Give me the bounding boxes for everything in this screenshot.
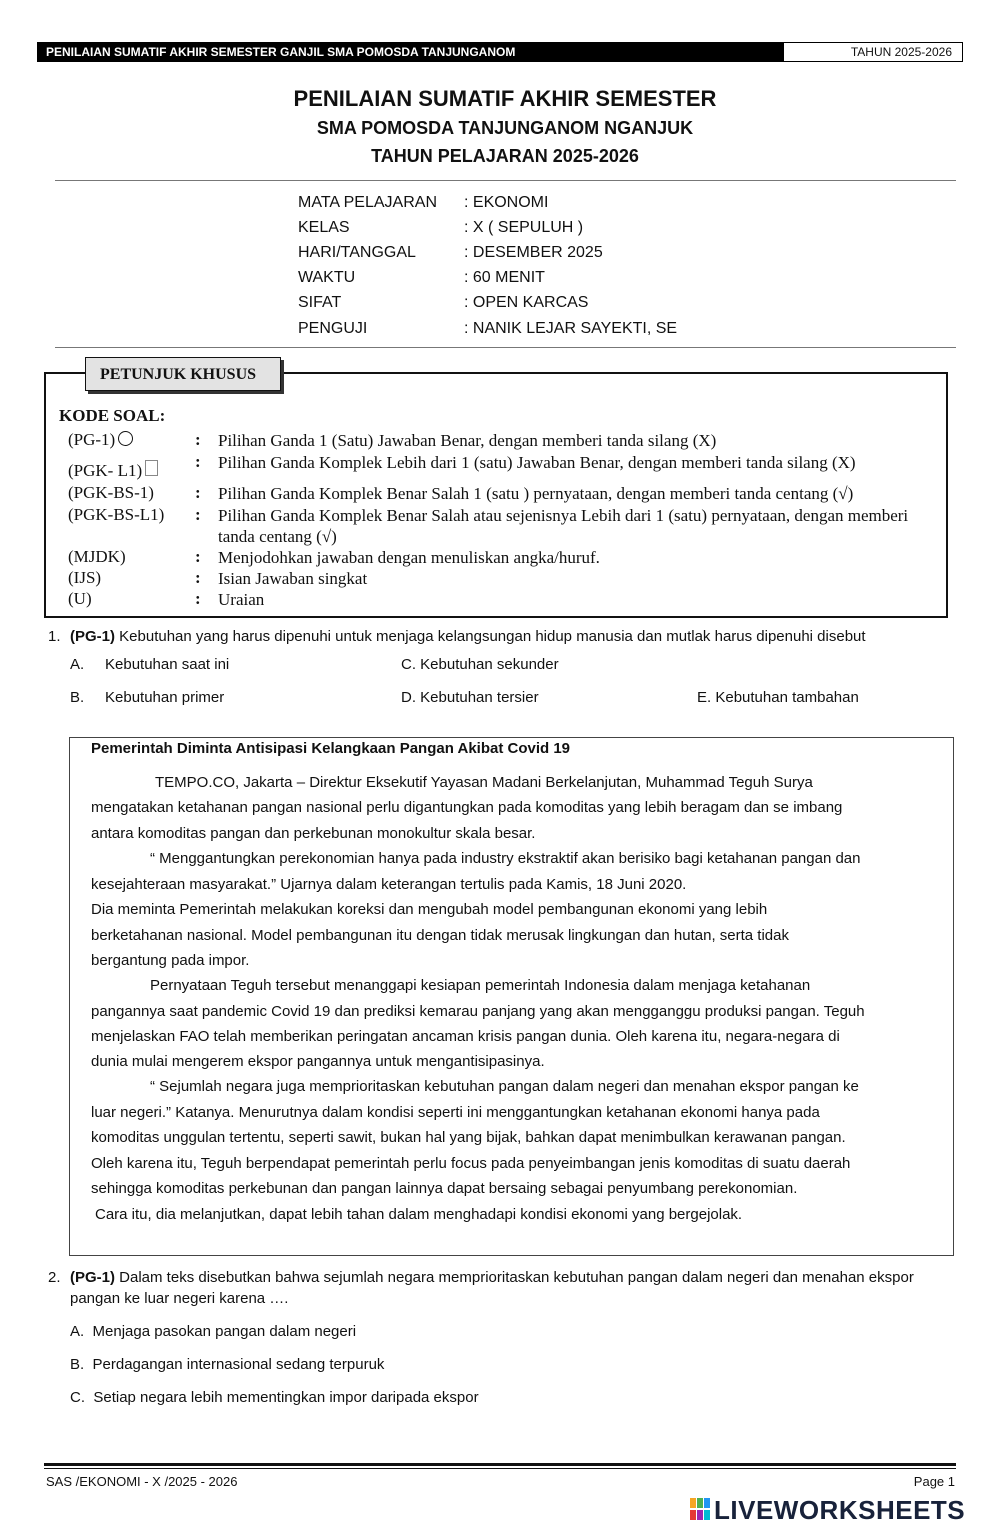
info-value: : 60 MENIT [464,269,545,286]
kode-desc: Menjodohkan jawaban dengan menuliskan angka/huruf. [218,548,600,567]
kode-colon: : [195,505,201,524]
article-line: menjelaskan FAO telah memberikan peringatan ancaman krisis pangan dunia. Oleh karena itu, negara-negara di [91,1028,840,1045]
footer-rule [44,1463,956,1466]
option-text: Kebutuhan saat ini [105,656,230,673]
option-letter: B. [70,689,85,706]
question-tag: (PG-1) [70,628,115,645]
kode-code: (PGK-BS-1) [68,483,154,502]
question-tag: (PG-1) [70,1269,115,1286]
article-line: Pernyataan Teguh tersebut menanggapi kesiapan pemerintah Indonesia dalam menjaga ketahanan [150,977,811,994]
info-label: KELAS [298,219,350,236]
kode-colon: : [195,430,201,449]
footer-code: SAS /EKONOMI - X /2025 - 2026 [46,1474,238,1489]
logo-mark-icon [690,1498,712,1522]
circle-icon [118,431,133,446]
article-line: mengatakan ketahanan pangan nasional perlu digantungkan pada komoditas yang lebih beragam dan se imbang [91,799,843,816]
answer-option[interactable] [697,689,859,706]
top-header-bar [37,42,963,62]
kode-colon: : [195,589,201,608]
square-icon [145,460,158,476]
option-letter: A. [70,1323,85,1340]
article-line: TEMPO.CO, Jakarta – Direktur Eksekutif Yayasan Madani Berkelanjutan, Muhammad Teguh Surya [155,774,813,791]
article-line: pangannya saat pandemic Covid 19 dan prediksi kemarau panjang yang akan mengganggu produksi pangan. Teguh [91,1003,865,1020]
question-text [70,626,950,647]
article-line: Dia meminta Pemerintah melakukan koreksi dan mengubah model pembangunan ekonomi yang lebih [91,901,768,918]
answer-option[interactable] [401,656,559,673]
info-label: PENGUJI [298,320,368,337]
article-line: kesejahteraan masyarakat.” Ujarnya dalam keterangan tertulis pada Kamis, 18 Juni 2020. [91,876,687,893]
kode-code: (IJS) [68,568,102,587]
question-number: 2. [48,1269,61,1286]
option-text: Menjaga pasokan pangan dalam negeri [92,1323,357,1340]
answer-option[interactable] [70,1389,479,1406]
info-value: : DESEMBER 2025 [464,244,603,261]
question-number: 1. [48,628,61,645]
kode-desc: Isian Jawaban singkat [218,569,368,588]
article-line: antara komoditas pangan dan perkebunan monokultur skala besar. [91,825,536,842]
option-text: Kebutuhan primer [105,689,225,706]
info-label: WAKTU [298,269,356,286]
info-value: : NANIK LEJAR SAYEKTI, SE [464,320,678,337]
kode-desc: Pilihan Ganda Komplek Lebih dari 1 (satu) Jawaban Benar, dengan memberi tanda silang (X) [218,453,856,472]
article-line: Cara itu, dia melanjutkan, dapat lebih tahan dalam menghadapi kondisi ekonomi yang bergejolak. [95,1206,743,1223]
article-line: “ Sejumlah negara juga memprioritaskan kebutuhan pangan dalam negeri dan menahan ekspor pangan ke [150,1078,859,1095]
article-line: sehingga komoditas perkebunan dan pangan lainnya dapat bersaing sebagai penyumbang perekonomian. [91,1180,798,1197]
info-label: HARI/TANGGAL [298,244,416,261]
kode-colon: : [195,452,201,471]
kode-desc: Pilihan Ganda 1 (Satu) Jawaban Benar, dengan memberi tanda silang (X) [218,431,717,450]
option-letter: C. [70,1389,85,1406]
option-letter: A. [70,656,85,673]
instructions-tab: PETUNJUK KHUSUS [85,357,281,391]
info-label: SIFAT [298,294,342,311]
liveworksheets-logo[interactable] [690,1495,965,1526]
option-letter: D. [401,689,416,706]
answer-option[interactable] [401,689,539,706]
option-text: Kebutuhan tambahan [715,689,859,706]
info-value: : OPEN KARCAS [464,294,589,311]
option-text: Kebutuhan sekunder [420,656,559,673]
article-line: Oleh karena itu, Teguh berpendapat pemerintah perlu focus pada penyeimbangan jenis komoditas di suatu daerah [91,1155,851,1172]
article-line: bergantung pada impor. [91,952,250,969]
kode-desc: Pilihan Ganda Komplek Benar Salah 1 (satu ) pernyataan, dengan memberi tanda centang (√) [218,484,854,503]
kode-desc: Pilihan Ganda Komplek Benar Salah atau sejenisnya Lebih dari 1 (satu) pernyataan, dengan memberi tanda centang (√) [218,506,909,546]
academic-year: TAHUN PELAJARAN 2025-2026 [371,146,639,166]
article-title: Pemerintah Diminta Antisipasi Kelangkaan Pangan Akibat Covid 19 [91,740,571,757]
kode-colon: : [195,547,201,566]
question-body: Kebutuhan yang harus dipenuhi untuk menjaga kelangsungan hidup manusia dan mutlak harus dipenuhi disebut [115,628,866,645]
option-text: Perdagangan internasional sedang terpuruk [92,1356,385,1373]
kode-soal-title: KODE SOAL: [59,406,166,425]
footer-rule [44,1468,956,1469]
kode-colon: : [195,483,201,502]
article-line: komoditas unggulan tertentu, seperti sawit, bukan hal yang bijak, bahkan dapat menimbulkan kerawanan pangan. [91,1129,846,1146]
kode-code: (U) [68,589,92,608]
header-school-title: PENILAIAN SUMATIF AKHIR SEMESTER GANJIL SMA POMOSDA TANJUNGANOM [38,43,784,61]
answer-option[interactable] [70,689,225,706]
info-value: : X ( SEPULUH ) [464,219,584,236]
option-letter: C. [401,656,416,673]
answer-option[interactable] [70,1323,356,1340]
answer-option[interactable] [70,1356,384,1373]
info-value: : EKONOMI [464,194,549,211]
question-text [70,1267,950,1309]
logo-text: LIVEWORKSHEETS [714,1495,966,1525]
option-text: Setiap negara lebih mementingkan impor daripada ekspor [93,1389,479,1406]
school-name: SMA POMOSDA TANJUNGANOM NGANJUK [316,118,694,138]
page-number: Page 1 [913,1474,955,1489]
option-letter: B. [70,1356,85,1373]
question-body: Dalam teks disebutkan bahwa sejumlah negara memprioritaskan kebutuhan pangan dalam negeri dan menahan ekspor pangan ke luar negeri karena …. [70,1269,914,1307]
kode-code: (PG-1) [68,430,116,449]
answer-option[interactable] [70,656,230,673]
article-line: dunia mulai mengerem ekspor pangannya untuk mengantisipasinya. [91,1053,545,1070]
article-line: luar negeri.” Katanya. Menurutnya dalam kondisi seperti ini menggantungkan ketahanan ekonomi hanya pada [91,1104,820,1121]
kode-code: (PGK- L1) [68,461,143,480]
kode-code: (MJDK) [68,547,126,566]
kode-row [68,430,133,450]
kode-desc: Uraian [218,590,265,609]
page-title: PENILAIAN SUMATIF AKHIR SEMESTER [293,86,717,111]
option-letter: E. [697,689,712,706]
option-text: Kebutuhan tersier [420,689,539,706]
article-line: “ Menggantungkan perekonomian hanya pada industry ekstraktif akan berisiko bagi ketahanan pangan dan [150,850,861,867]
divider [55,347,956,348]
kode-row [68,460,158,481]
kode-colon: : [195,568,201,587]
divider [55,180,956,181]
info-label: MATA PELAJARAN [298,194,437,211]
header-year: TAHUN 2025-2026 [850,45,952,59]
kode-code: (PGK-BS-L1) [68,505,165,524]
article-line: berketahanan nasional. Model pembangunan itu dengan tidak merusak lingkungan dan hutan, serta tidak [91,927,789,944]
